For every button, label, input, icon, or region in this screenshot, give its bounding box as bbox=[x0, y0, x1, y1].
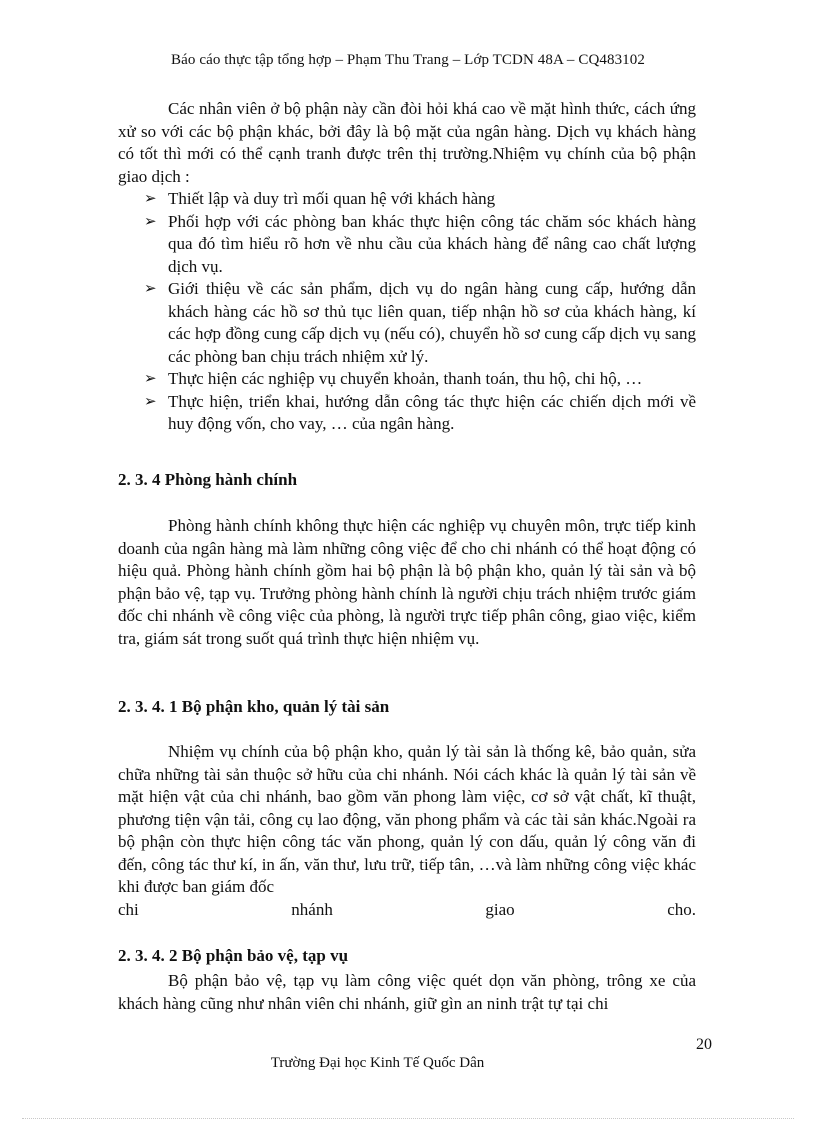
arrow-bullet-icon: ➢ bbox=[144, 281, 157, 297]
list-item: ➢ Thực hiện, triển khai, hướng dẫn công tác thực hiện các chiến dịch mới về huy động vốn, cho vay, … của ngân hàng. bbox=[144, 391, 696, 433]
arrow-bullet-icon: ➢ bbox=[144, 213, 157, 230]
section-heading-2-3-4-1: 2. 3. 4. 1 Bộ phận kho, quản lý tài sản bbox=[118, 697, 390, 716]
intro-block bbox=[118, 98, 696, 436]
arrow-bullet-icon: ➢ bbox=[144, 191, 157, 207]
section-2-3-4-1-body bbox=[118, 741, 696, 921]
section-paragraph: Phòng hành chính không thực hiện các nghiệp vụ chuyên môn, trực tiếp kinh doanh của ngân hàng mà làm những công việc để cho chi nhánh có thể hoạt động có hiệu quả. Phòng hành chính gồm hai bộ phận là bộ phận kho, quản lý tài sản và bộ phận bảo vệ, tạp vụ. Trưởng phòng hành chính là người chịu trách nhiệm trước giám đốc chi nhánh về công việc của phòng, là người trực tiếp phân công, giao việc, kiểm tra, giám sát trong suốt quá trình thực hiện nhiệm vụ. bbox=[118, 516, 696, 648]
section-2-3-4-body bbox=[118, 515, 696, 650]
list-item: ➢ Thực hiện các nghiệp vụ chuyển khoản, thanh toán, thu hộ, chi hộ, … bbox=[118, 368, 696, 391]
section-heading-2-3-4-2: 2. 3. 4. 2 Bộ phận bảo vệ, tạp vụ bbox=[118, 946, 349, 965]
section-paragraph: Bộ phận bảo vệ, tạp vụ làm công việc quét dọn văn phòng, trông xe của khách hàng cũng như nhân viên chi nhánh, giữ gìn an ninh trật tự tại chi bbox=[118, 971, 696, 1013]
page-header: Báo cáo thực tập tổng hợp – Phạm Thu Trang – Lớp TCDN 48A – CQ483102 bbox=[171, 52, 645, 68]
section-paragraph-last-line: chi nhánh giao cho. bbox=[118, 899, 696, 919]
section-paragraph: Nhiệm vụ chính của bộ phận kho, quản lý tài sản là thống kê, bảo quản, sửa chữa những tài sản thuộc sở hữu của chi nhánh. Nói cách khác là quản lý tài sản về mặt hiện vật của chi nhánh, bao gồm văn phong làm việc, cơ sở vật chất, kĩ thuật, phương tiện vận tải, công cụ lao động, văn phong phẩm và các tài sản khác.Ngoài ra bộ phận còn thực hiện công tác văn phong, quản lý con dấu, quản lý công văn đi đến, công tác thư kí, in ấn, văn thư, lưu trữ, tiếp tân, …và làm những công việc khác khi được ban giám đốc bbox=[118, 742, 696, 896]
page-bottom-divider bbox=[22, 1118, 794, 1119]
list-item: ➢ Thiết lập và duy trì mối quan hệ với khách hàng bbox=[118, 188, 696, 211]
list-item: ➢ Giới thiệu về các sản phẩm, dịch vụ do ngân hàng cung cấp, hướng dẫn khách hàng các hồ sơ thủ tục liên quan, tiếp nhận hồ sơ của khách hàng, kí các hợp đồng cung cấp dịch vụ (nếu có), chuyển hồ sơ cung cấp dịch vụ sang các phòng ban chịu trách nhiệm xử lý. bbox=[144, 279, 696, 366]
page-number: 20 bbox=[696, 1036, 712, 1053]
arrow-bullet-icon: ➢ bbox=[144, 393, 157, 410]
arrow-bullet-icon: ➢ bbox=[144, 371, 157, 387]
section-2-3-4-2-body bbox=[118, 970, 696, 1015]
task-list bbox=[118, 188, 696, 436]
page-footer: Trường Đại học Kinh Tế Quốc Dân bbox=[270, 1055, 485, 1071]
list-item: ➢ Phối hợp với các phòng ban khác thực hiện công tác chăm sóc khách hàng qua đó tìm hiểu rõ hơn về nhu cầu của khách hàng để nâng cao chất lượng dịch vụ. bbox=[144, 211, 696, 276]
section-heading-2-3-4: 2. 3. 4 Phòng hành chính bbox=[118, 470, 298, 489]
intro-paragraph: Các nhân viên ở bộ phận này cần đòi hỏi khá cao về mặt hình thức, cách ứng xử so với các bộ phận khác, bởi đây là bộ mặt của ngân hàng. Dịch vụ khách hàng có tốt thì mới có thể cạnh tranh được trên thị trường.Nhiệm vụ chính của bộ phận giao dịch : bbox=[118, 99, 696, 186]
